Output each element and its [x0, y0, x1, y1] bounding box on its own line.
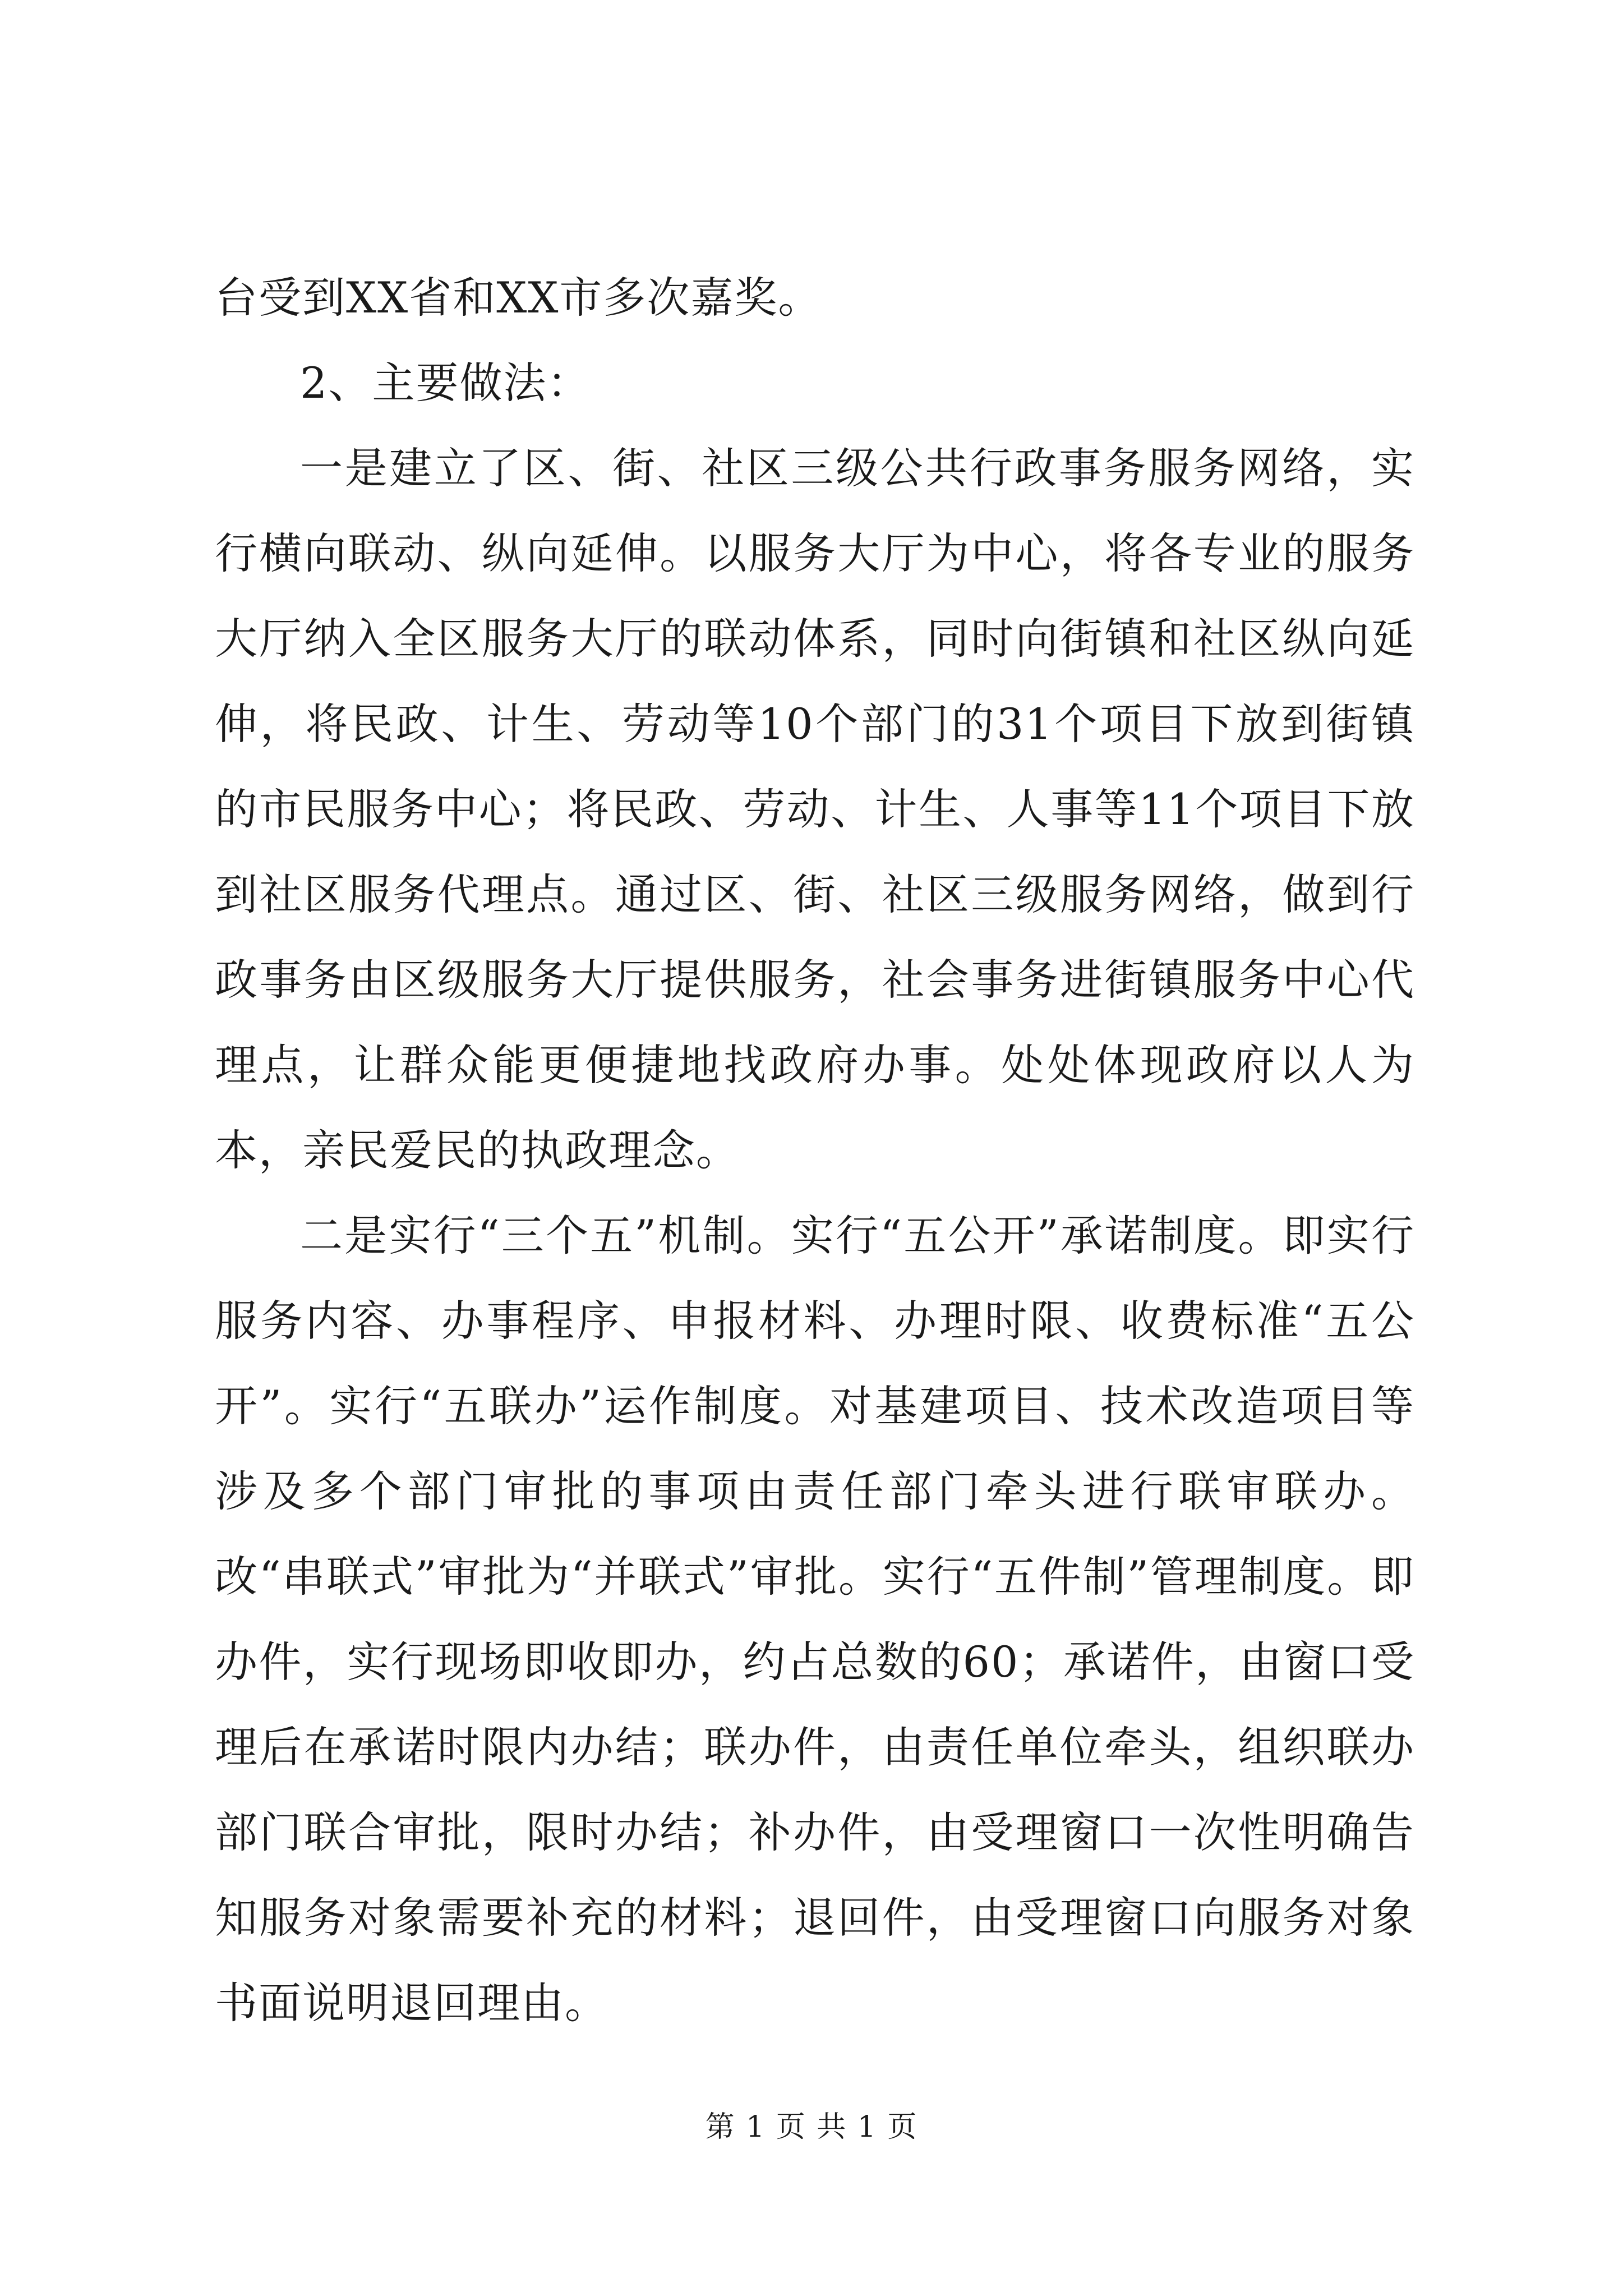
section-heading: 2、主要做法：	[300, 358, 591, 408]
page-footer: 第 1 页 共 1 页	[705, 2110, 918, 2144]
document-body	[215, 255, 1415, 2046]
paragraph-practice-2: 二是实行“三个五”机制。实行“五公开”承诺制度。即实行服务内容、办事程序、申报材料、办理时限、收费标准“五公开”。实行“五联办”运作制度。对基建项目、技术改造项目等涉及多个部门审批的事项由责任部门牵头进行联审联办。改“串联式”审批为“并联式”审批。实行“五件制”管理制度。即办件，实行现场即收即办，约占总数的60；承诺件，由窗口受理后在承诺时限内办结；联办件，由责任单位牵头，组织联办部门联合审批，限时办结；补办件，由受理窗口一次性明确告知服务对象需要补充的材料；退回件，由受理窗口向服务对象书面说明退回理由。	[215, 1211, 1415, 2028]
paragraph-continuation: 台受到XX省和XX市多次嘉奖。	[215, 273, 822, 323]
paragraph-practice-1: 一是建立了区、街、社区三级公共行政事务服务网络，实行横向联动、纵向延伸。以服务大厅为中心，将各专业的服务大厅纳入全区服务大厅的联动体系，同时向街镇和社区纵向延伸，将民政、计生、劳动等10个部门的31个项目下放到街镇的市民服务中心；将民政、劳动、计生、人事等11个项目下放到社区服务代理点。通过区、街、社区三级服务网络，做到行政事务由区级服务大厅提供服务，社会事务进街镇服务中心代理点，让群众能更便捷地找政府办事。处处体现政府以人为本，亲民爱民的执政理念。	[215, 443, 1415, 1175]
